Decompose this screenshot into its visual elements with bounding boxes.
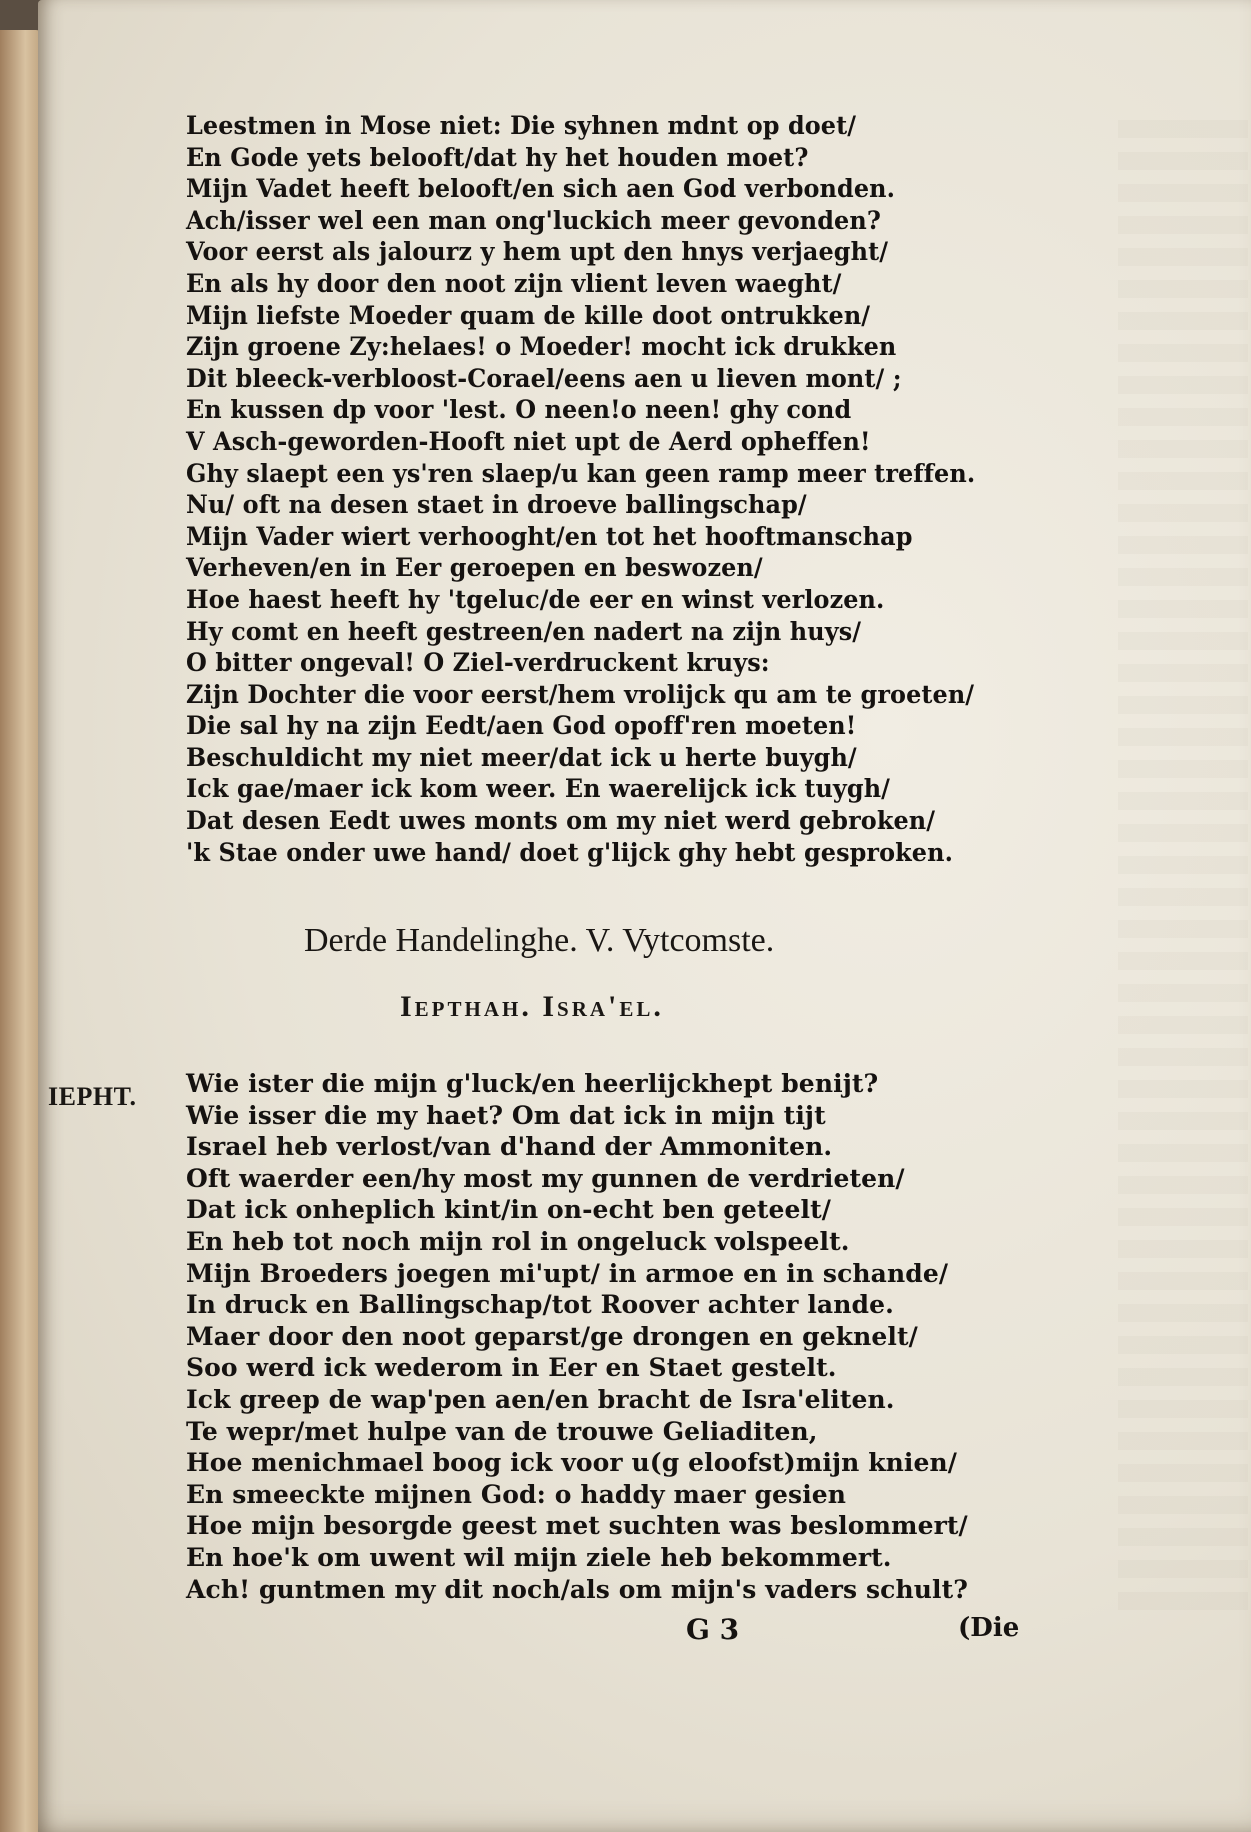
verse-line: Israel heb verlost/van d'hand der Ammoniten.: [186, 1132, 833, 1162]
verse-line: Dat desen Eedt uwes monts om my niet werd gebroken/: [186, 806, 936, 836]
verse-line: Hoe mijn besorgde geest met suchten was beslommert/: [186, 1511, 968, 1541]
verse-line: Hy comt en heeft gestreen/en nadert na zijn huys/: [186, 616, 862, 646]
verse-line: Verheven/en in Eer geroepen en beswozen/: [186, 553, 763, 583]
verse-line: Mijn Vadet heeft belooft/en sich aen God verbonden.: [186, 174, 896, 204]
verse-line: Mijn Broeders joegen mi'upt/ in armoe en in schande/: [186, 1258, 949, 1288]
verse-line: Zijn Dochter die voor eerst/hem vrolijck qu am te groeten/: [186, 679, 975, 709]
verse-line: Leestmen in Mose niet: Die syhnen mdnt op doet/: [186, 111, 857, 140]
verse-line: Beschuldicht my niet meer/dat ick u herte buygh/: [186, 742, 857, 772]
verse-line: V Asch-geworden-Hooft niet upt de Aerd opheffen!: [186, 426, 871, 456]
verse-block-2: [186, 1068, 968, 1605]
verse-line: Dit bleeck-verbloost-Corael/eens aen u lieven mont/ ;: [186, 363, 902, 393]
verse-line: Voor eerst als jalourz y hem upt den hnys verjaeght/: [186, 237, 889, 267]
verse-line: Hoe haest heeft hy 'tgeluc/de eer en winst verlozen.: [186, 584, 885, 614]
speaker-label: IEPHT.: [48, 1082, 137, 1111]
verse-line: En smeeckte mijnen God: o haddy maer gesien: [186, 1479, 847, 1509]
verse-line: Ick gae/maer ick kom weer. En waerelijck ick tuygh/: [186, 774, 891, 804]
verse-line: Nu/ oft na desen staet in droeve ballingschap/: [186, 490, 807, 520]
verse-line: Hoe menichmael boog ick voor u(g eloofst)mijn knien/: [186, 1448, 958, 1478]
verse-line: Ach! guntmen my dit noch/als om mijn's vaders schult?: [186, 1574, 968, 1604]
verse-line: En heb tot noch mijn rol in ongeluck volspeelt.: [186, 1226, 850, 1256]
character-list: Iepthah. Isra'el.: [400, 990, 664, 1023]
verse-line: Die sal hy na zijn Eedt/aen God opoff'ren moeten!: [186, 711, 857, 741]
verse-line: In druck en Ballingschap/tot Roover achter lande.: [186, 1290, 894, 1320]
verse-line: O bitter ongeval! O Ziel-verdruckent kruys:: [186, 648, 770, 678]
verse-line: 'k Stae onder uwe hand/ doet g'lijck ghy hebt gesproken.: [186, 837, 954, 867]
signature-mark: G 3: [686, 1613, 740, 1646]
verse-line: Ick greep de wap'pen aen/en bracht de Isra'eliten.: [186, 1384, 895, 1414]
verse-line: Soo werd ick wederom in Eer en Staet gestelt.: [186, 1353, 837, 1383]
verse-block-1: [186, 110, 1012, 868]
verse-line: Mijn liefste Moeder quam de kille doot ontrukken/: [186, 300, 871, 330]
verse-line: En kussen dp voor 'lest. O neen!o neen! ghy cond: [186, 395, 852, 425]
verse-line: Mijn Vader wiert verhooght/en tot het hooftmanschap: [186, 521, 913, 551]
verse-line: Wie ister die mijn g'luck/en heerlijckhept benijt?: [186, 1069, 879, 1098]
verse-line: Te wepr/met hulpe van de trouwe Geliaditen,: [186, 1416, 818, 1446]
verse-line: Dat ick onheplich kint/in on-echt ben geteelt/: [186, 1195, 832, 1225]
catchword: (Die: [958, 1613, 1020, 1643]
verse-line: Oft waerder een/hy most my gunnen de verdrieten/: [186, 1163, 905, 1193]
verse-line: Zijn groene Zy:helaes! o Moeder! mocht ick drukken: [186, 332, 897, 362]
verse-line: Ghy slaept een ys'ren slaep/u kan geen ramp meer treffen.: [186, 458, 976, 488]
verse-line: En als hy door den noot zijn vlient leven waeght/: [186, 268, 842, 298]
verse-line: Maer door den noot geparst/ge drongen en geknelt/: [186, 1321, 918, 1351]
scene-heading: Derde Handelinghe. V. Vytcomste.: [304, 922, 775, 959]
verse-line: Wie isser die my haet? Om dat ick in mijn tijt: [186, 1100, 826, 1130]
verse-line: En Gode yets belooft/dat hy het houden moet?: [186, 142, 809, 172]
show-through-text: [1118, 120, 1248, 1620]
verse-line: En hoe'k om uwent wil mijn ziele heb bekommert.: [186, 1542, 892, 1572]
verse-line: Ach/isser wel een man ong'luckich meer gevonden?: [186, 205, 881, 235]
